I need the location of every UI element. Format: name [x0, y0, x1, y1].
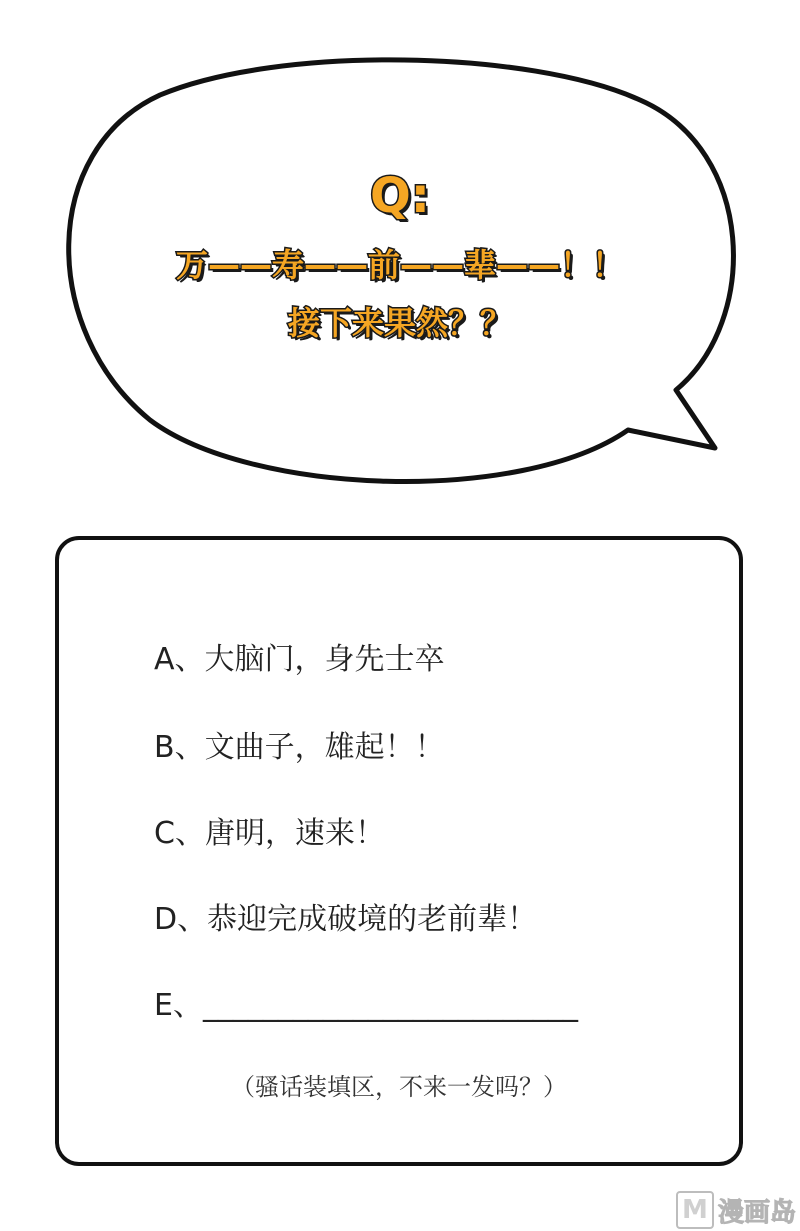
option-a[interactable]: A、大脑门，身先士卒 — [154, 642, 445, 677]
options-panel — [55, 536, 743, 1166]
option-b[interactable]: B、文曲子，雄起！！ — [154, 730, 445, 765]
fill-in-note: （骚话装填区，不来一发吗？） — [231, 1073, 567, 1101]
question-line-2: 接下来果然？？ — [287, 304, 512, 342]
watermark-logo-icon: M — [676, 1191, 714, 1229]
option-d[interactable]: D、恭迎完成破境的老前辈！ — [154, 902, 538, 937]
question-label: Q: — [370, 168, 430, 224]
watermark-text: 漫画岛 — [717, 1197, 796, 1228]
watermark — [676, 1191, 796, 1229]
question-line-1: 万——寿——前——辈——！！ — [175, 246, 624, 284]
option-c[interactable]: C、唐明，速来！ — [154, 816, 385, 851]
option-e-blank[interactable]: E、_________________________ — [154, 988, 578, 1023]
